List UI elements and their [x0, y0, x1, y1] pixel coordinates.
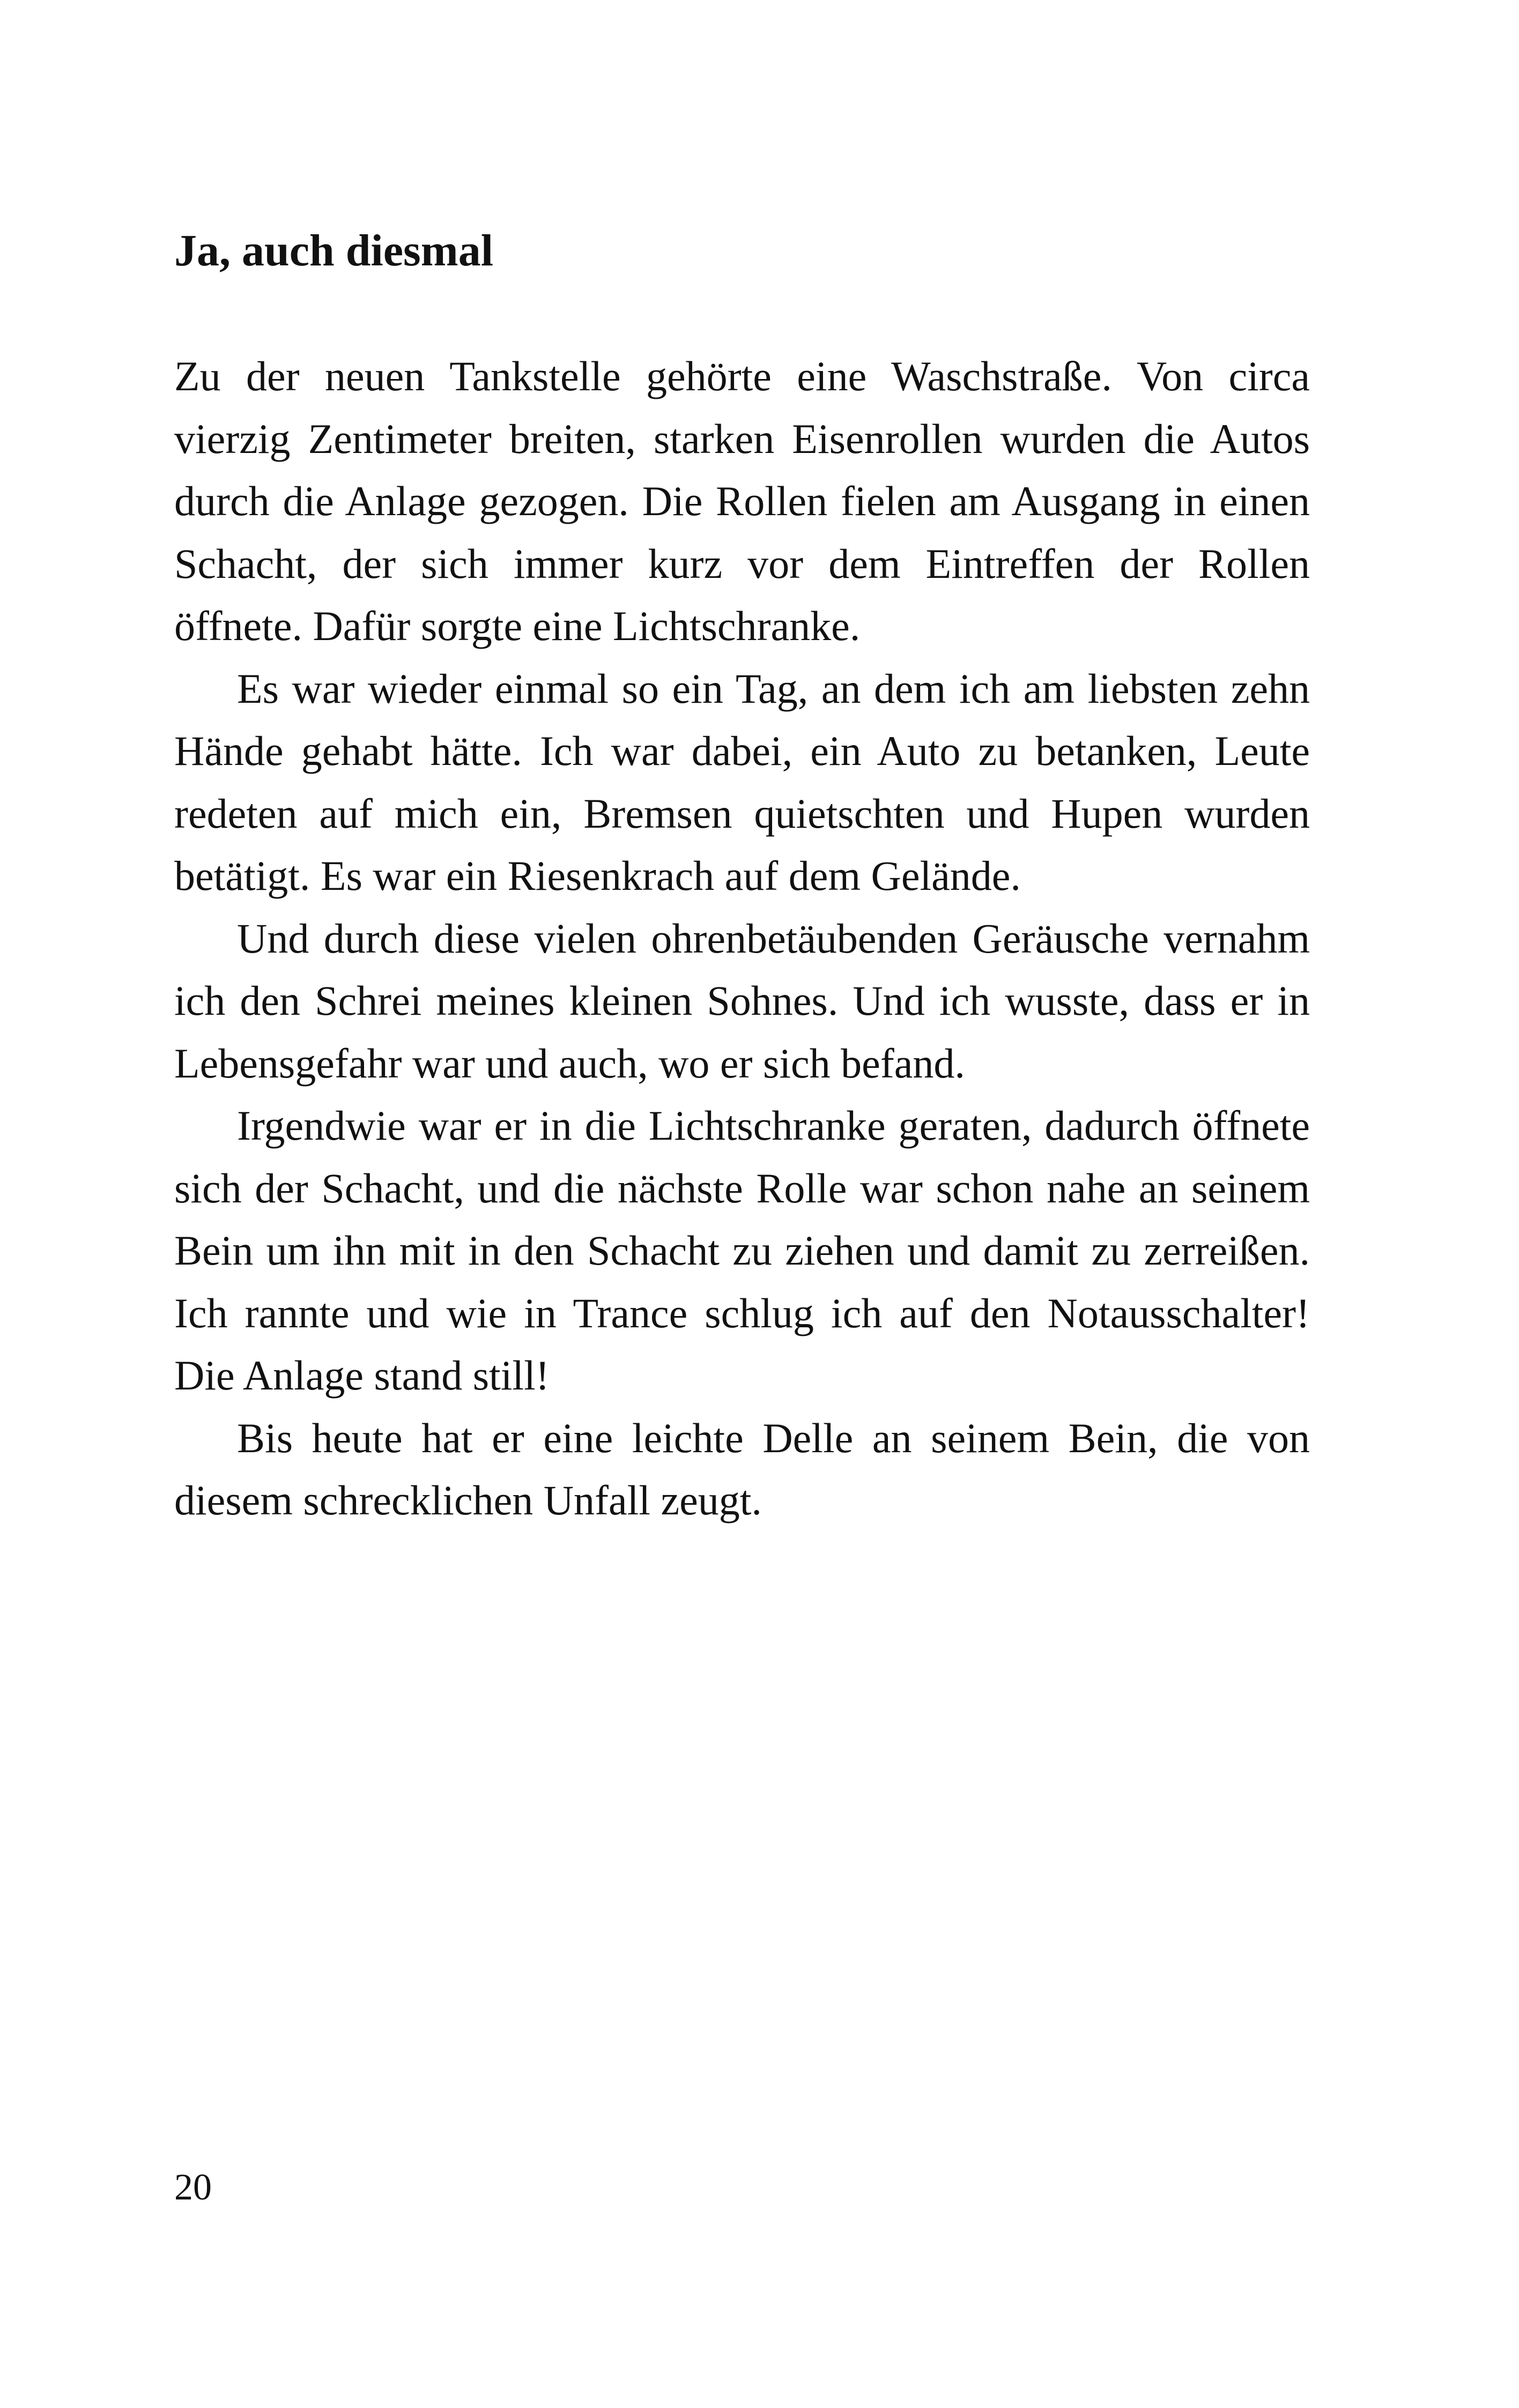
page-number: 20: [174, 2167, 212, 2208]
paragraph-4: Irgendwie war er in die Lichtschranke geraten, dadurch öffnete sich der Schacht, und die nächste Rolle war schon nahe an seinem Bein um ihn mit in den Schacht zu ziehen und damit zu zerreißen. Ich rannte und wie in Trance schlug ich auf den Notausschalter! Die Anlage stand still!: [174, 1102, 1310, 1399]
paragraph-3: Und durch diese vielen ohrenbetäubenden Geräusche vernahm ich den Schrei meines kleinen Sohnes. Und ich wusste, dass er in Lebensgefahr war und auch, wo er sich befand.: [174, 915, 1310, 1087]
paragraph-5: Bis heute hat er eine leichte Delle an seinem Bein, die von diesem schrecklichen Unfall zeugt.: [174, 1414, 1310, 1523]
paragraph-2: Es war wieder einmal so ein Tag, an dem ich am liebsten zehn Hände gehabt hätte. Ich war dabei, ein Auto zu betanken, Leute redeten auf mich ein, Bremsen quietschten und Hupen wurden betätigt. Es war ein Riesenkrach auf dem Gelände.: [174, 665, 1310, 899]
paragraph-1: Zu der neuen Tankstelle gehörte eine Waschstraße. Von circa vierzig Zentimeter breiten, starken Eisenrollen wurden die Autos durch die Anlage gezogen. Die Rollen fielen am Ausgang in einen Schacht, der sich immer kurz vor dem Eintreffen der Rollen öffnete. Dafür sorgte eine Lichtschranke.: [174, 353, 1310, 649]
body-text: [174, 345, 1310, 1532]
chapter-title: Ja, auch diesmal: [174, 226, 494, 276]
